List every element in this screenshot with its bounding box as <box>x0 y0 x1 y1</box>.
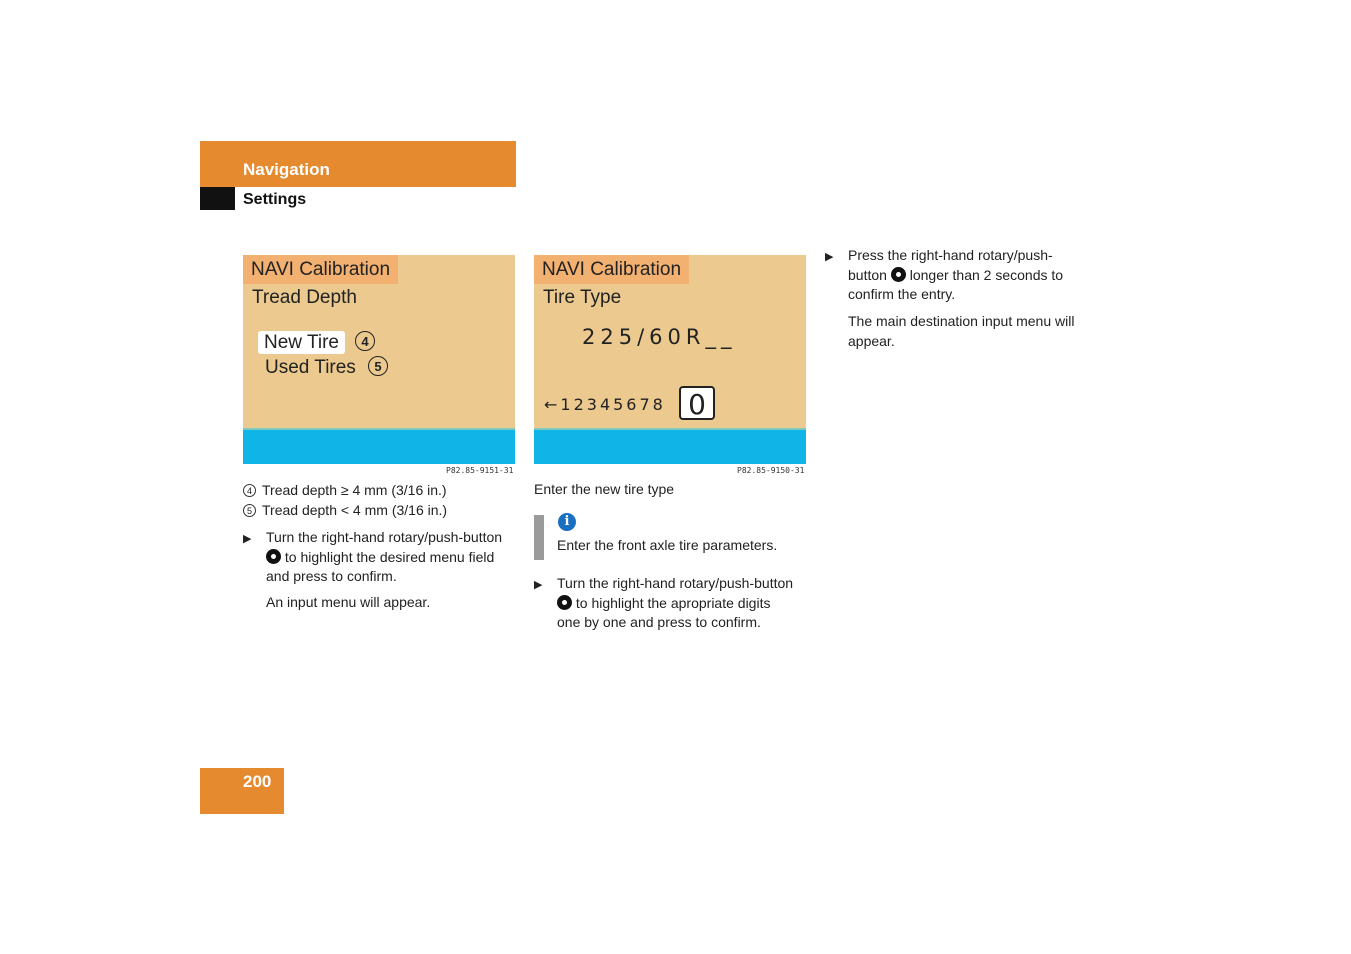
step-line: and press to confirm. <box>266 568 397 584</box>
rotary-button-icon <box>557 595 572 610</box>
option-used-tires[interactable] <box>265 356 356 379</box>
page-number-bar <box>200 768 284 814</box>
instruction-result <box>848 312 1108 351</box>
figure-ref-1: P82.85-9151-31 <box>446 466 514 475</box>
header-marker <box>200 187 235 210</box>
screen-status-band <box>534 428 806 464</box>
callout-5: 5 <box>368 356 388 376</box>
section-title: Navigation <box>243 160 330 179</box>
legend-item-4 <box>243 481 447 501</box>
option-new-tire[interactable] <box>258 331 345 354</box>
legend-text: Tread depth < 4 mm (3/16 in.) <box>262 502 448 518</box>
screen-title: NAVI Calibration <box>534 255 689 284</box>
callout-4: 4 <box>355 331 375 351</box>
bullet-arrow-icon: ▶ <box>534 579 543 591</box>
rotary-button-icon <box>891 267 906 282</box>
callout-5-icon: 5 <box>243 504 256 517</box>
result-line: The main destination input menu will <box>848 313 1075 329</box>
step-line: button <box>848 266 887 283</box>
info-icon: i <box>558 513 576 531</box>
step-line: Turn the right-hand rotary/push-button <box>266 529 503 545</box>
screen-tire-type <box>534 255 806 464</box>
step-line: to highlight the apropriate digits <box>575 594 771 611</box>
screen-subtitle: Tire Type <box>543 287 622 308</box>
step-line: to highlight the desired menu field <box>284 548 495 565</box>
screen-tread-depth <box>243 255 515 464</box>
bullet-arrow-icon: ▶ <box>243 533 252 545</box>
instruction-result: An input menu will appear. <box>266 594 431 610</box>
screen-status-band <box>243 428 515 464</box>
page-number: 200 <box>243 772 272 791</box>
callout-4-icon: 4 <box>243 484 256 497</box>
digit-selector[interactable]: ←12345678 <box>544 395 666 414</box>
option-new-tire-label: New Tire <box>264 332 339 353</box>
instruction-step <box>266 528 526 587</box>
legend-item-5 <box>243 501 447 521</box>
option-used-tires-label: Used Tires <box>265 357 356 378</box>
info-bar <box>534 515 544 560</box>
screen-title: NAVI Calibration <box>243 255 398 284</box>
result-line: appear. <box>848 332 895 349</box>
info-text: Enter the front axle tire parameters. <box>557 537 778 553</box>
rotary-button-icon <box>266 549 281 564</box>
screen-subtitle: Tread Depth <box>252 287 357 308</box>
selected-digit[interactable]: 0 <box>679 386 715 420</box>
step-line: Press the right-hand rotary/push- <box>848 247 1053 263</box>
subsection-title: Settings <box>243 191 307 208</box>
step-line: confirm the entry. <box>848 286 956 302</box>
legend-text: Tread depth ≥ 4 mm (3/16 in.) <box>262 482 447 498</box>
instruction-step <box>557 574 817 633</box>
step-line: Turn the right-hand rotary/push-button <box>557 575 794 591</box>
figure-ref-2: P82.85-9150-31 <box>737 466 805 475</box>
tire-type-value: 225/60R__ <box>582 325 737 349</box>
step-line: one by one and press to confirm. <box>557 614 761 630</box>
bullet-arrow-icon: ▶ <box>825 251 834 263</box>
figure-caption: Enter the new tire type <box>534 481 675 497</box>
instruction-step <box>848 246 1108 305</box>
step-line: longer than 2 seconds to <box>909 266 1064 283</box>
